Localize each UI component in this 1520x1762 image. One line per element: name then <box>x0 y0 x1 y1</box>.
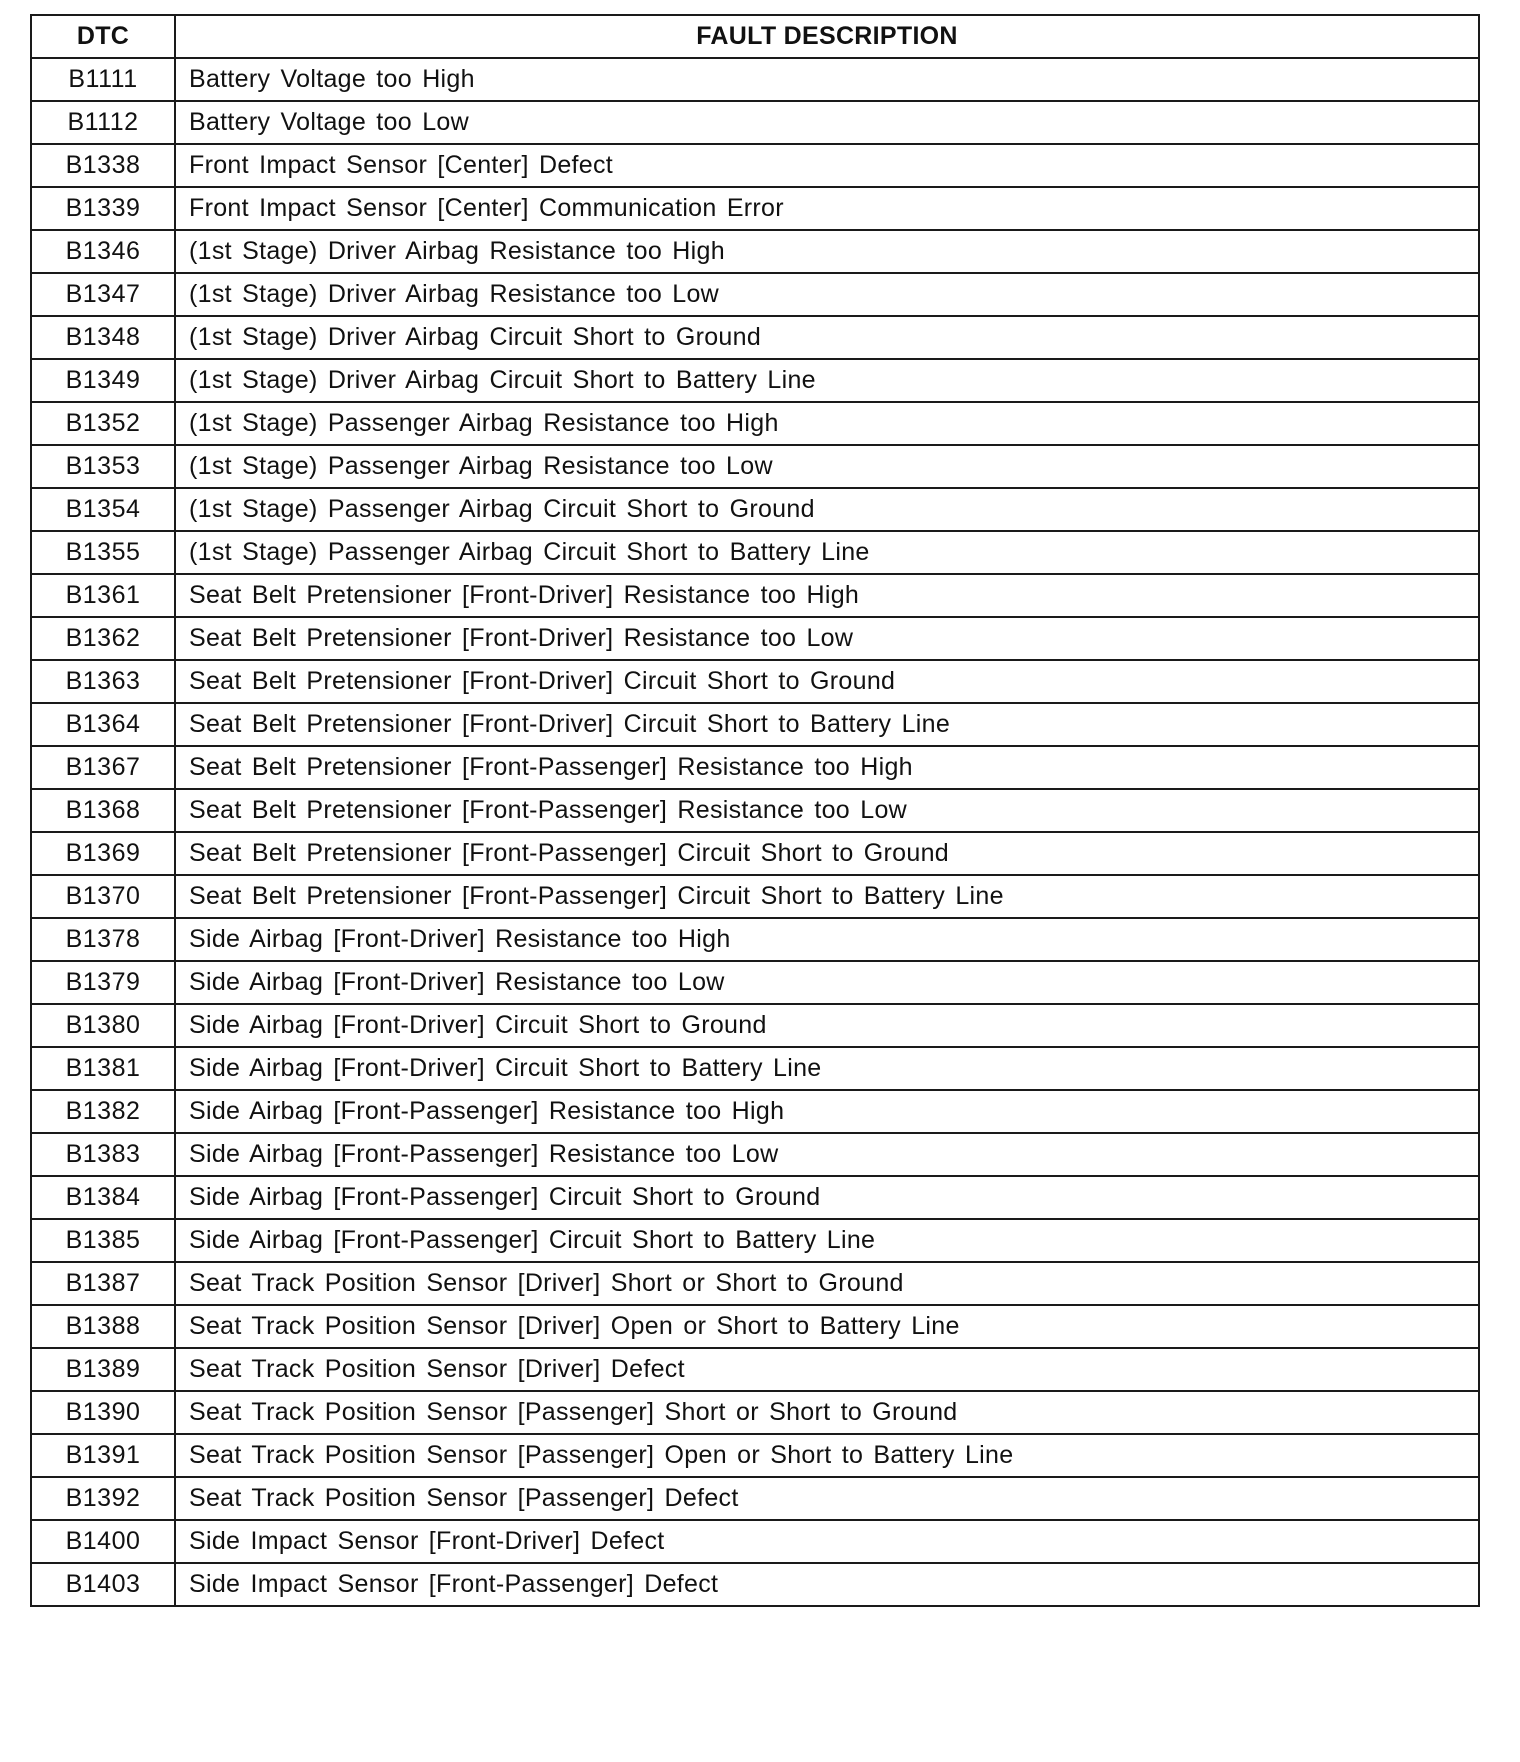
fault-description-cell: Side Impact Sensor [Front-Driver] Defect <box>175 1520 1479 1563</box>
table-row <box>31 660 1479 703</box>
dtc-table <box>30 14 1480 1607</box>
table-row <box>31 1133 1479 1176</box>
dtc-code-cell: B1112 <box>31 101 175 144</box>
fault-description-cell: Side Airbag [Front-Passenger] Circuit Short to Ground <box>175 1176 1479 1219</box>
fault-description-cell: (1st Stage) Driver Airbag Resistance too High <box>175 230 1479 273</box>
dtc-code-cell: B1381 <box>31 1047 175 1090</box>
dtc-code-cell: B1378 <box>31 918 175 961</box>
table-row <box>31 918 1479 961</box>
dtc-code-cell: B1347 <box>31 273 175 316</box>
dtc-code-cell: B1391 <box>31 1434 175 1477</box>
dtc-code-cell: B1346 <box>31 230 175 273</box>
fault-description-cell: (1st Stage) Driver Airbag Circuit Short to Battery Line <box>175 359 1479 402</box>
header-fault-description: FAULT DESCRIPTION <box>175 15 1479 58</box>
dtc-code-cell: B1403 <box>31 1563 175 1606</box>
dtc-code-cell: B1353 <box>31 445 175 488</box>
table-row <box>31 359 1479 402</box>
table-row <box>31 1176 1479 1219</box>
dtc-code-cell: B1385 <box>31 1219 175 1262</box>
table-row <box>31 1520 1479 1563</box>
dtc-code-cell: B1390 <box>31 1391 175 1434</box>
table-row <box>31 531 1479 574</box>
dtc-code-cell: B1111 <box>31 58 175 101</box>
fault-description-cell: Seat Belt Pretensioner [Front-Driver] Resistance too High <box>175 574 1479 617</box>
table-row <box>31 445 1479 488</box>
dtc-code-cell: B1384 <box>31 1176 175 1219</box>
table-row <box>31 316 1479 359</box>
dtc-code-cell: B1400 <box>31 1520 175 1563</box>
fault-description-cell: Seat Belt Pretensioner [Front-Driver] Resistance too Low <box>175 617 1479 660</box>
fault-description-cell: Front Impact Sensor [Center] Communication Error <box>175 187 1479 230</box>
table-row <box>31 273 1479 316</box>
table-row <box>31 574 1479 617</box>
fault-description-cell: Battery Voltage too High <box>175 58 1479 101</box>
fault-description-cell: Seat Track Position Sensor [Driver] Open or Short to Battery Line <box>175 1305 1479 1348</box>
dtc-code-cell: B1338 <box>31 144 175 187</box>
table-row <box>31 1004 1479 1047</box>
table-row <box>31 1047 1479 1090</box>
fault-description-cell: Seat Track Position Sensor [Passenger] Defect <box>175 1477 1479 1520</box>
fault-description-cell: (1st Stage) Driver Airbag Circuit Short to Ground <box>175 316 1479 359</box>
header-dtc: DTC <box>31 15 175 58</box>
header-row <box>31 15 1479 58</box>
fault-description-cell: Seat Track Position Sensor [Driver] Short or Short to Ground <box>175 1262 1479 1305</box>
fault-description-cell: Seat Belt Pretensioner [Front-Passenger] Resistance too Low <box>175 789 1479 832</box>
dtc-code-cell: B1361 <box>31 574 175 617</box>
table-row <box>31 617 1479 660</box>
fault-description-cell: Side Airbag [Front-Passenger] Resistance too High <box>175 1090 1479 1133</box>
table-row <box>31 144 1479 187</box>
dtc-code-cell: B1352 <box>31 402 175 445</box>
fault-description-cell: (1st Stage) Passenger Airbag Circuit Short to Battery Line <box>175 531 1479 574</box>
dtc-code-cell: B1364 <box>31 703 175 746</box>
table-row <box>31 58 1479 101</box>
table-row <box>31 1434 1479 1477</box>
table-row <box>31 961 1479 1004</box>
table-row <box>31 1305 1479 1348</box>
table-row <box>31 875 1479 918</box>
table-row <box>31 402 1479 445</box>
table-row <box>31 1219 1479 1262</box>
fault-description-cell: (1st Stage) Passenger Airbag Resistance too Low <box>175 445 1479 488</box>
fault-description-cell: (1st Stage) Passenger Airbag Resistance too High <box>175 402 1479 445</box>
fault-description-cell: Side Airbag [Front-Driver] Circuit Short to Battery Line <box>175 1047 1479 1090</box>
fault-description-cell: Side Airbag [Front-Driver] Circuit Short to Ground <box>175 1004 1479 1047</box>
dtc-code-cell: B1379 <box>31 961 175 1004</box>
fault-description-cell: Side Impact Sensor [Front-Passenger] Defect <box>175 1563 1479 1606</box>
table-row <box>31 746 1479 789</box>
fault-description-cell: Seat Track Position Sensor [Passenger] Short or Short to Ground <box>175 1391 1479 1434</box>
table-row <box>31 1262 1479 1305</box>
fault-description-cell: Seat Belt Pretensioner [Front-Driver] Circuit Short to Ground <box>175 660 1479 703</box>
dtc-code-cell: B1380 <box>31 1004 175 1047</box>
dtc-code-cell: B1368 <box>31 789 175 832</box>
table-row <box>31 1563 1479 1606</box>
fault-description-cell: Front Impact Sensor [Center] Defect <box>175 144 1479 187</box>
dtc-code-cell: B1354 <box>31 488 175 531</box>
fault-description-cell: Seat Belt Pretensioner [Front-Driver] Circuit Short to Battery Line <box>175 703 1479 746</box>
fault-description-cell: Side Airbag [Front-Driver] Resistance too High <box>175 918 1479 961</box>
dtc-code-cell: B1369 <box>31 832 175 875</box>
table-row <box>31 1391 1479 1434</box>
table-body <box>31 58 1479 1606</box>
dtc-code-cell: B1383 <box>31 1133 175 1176</box>
dtc-code-cell: B1392 <box>31 1477 175 1520</box>
dtc-code-cell: B1387 <box>31 1262 175 1305</box>
fault-description-cell: Side Airbag [Front-Passenger] Resistance too Low <box>175 1133 1479 1176</box>
table-row <box>31 101 1479 144</box>
table-row <box>31 488 1479 531</box>
table-row <box>31 187 1479 230</box>
fault-description-cell: Seat Belt Pretensioner [Front-Passenger] Circuit Short to Ground <box>175 832 1479 875</box>
fault-description-cell: Side Airbag [Front-Passenger] Circuit Short to Battery Line <box>175 1219 1479 1262</box>
fault-description-cell: Side Airbag [Front-Driver] Resistance too Low <box>175 961 1479 1004</box>
fault-description-cell: Seat Belt Pretensioner [Front-Passenger] Resistance too High <box>175 746 1479 789</box>
table-row <box>31 230 1479 273</box>
fault-description-cell: (1st Stage) Passenger Airbag Circuit Short to Ground <box>175 488 1479 531</box>
dtc-code-cell: B1348 <box>31 316 175 359</box>
fault-description-cell: Battery Voltage too Low <box>175 101 1479 144</box>
table-row <box>31 832 1479 875</box>
fault-description-cell: Seat Belt Pretensioner [Front-Passenger] Circuit Short to Battery Line <box>175 875 1479 918</box>
dtc-code-cell: B1370 <box>31 875 175 918</box>
dtc-code-cell: B1362 <box>31 617 175 660</box>
fault-description-cell: Seat Track Position Sensor [Driver] Defect <box>175 1348 1479 1391</box>
dtc-code-cell: B1355 <box>31 531 175 574</box>
dtc-code-cell: B1367 <box>31 746 175 789</box>
dtc-code-cell: B1363 <box>31 660 175 703</box>
table-row <box>31 789 1479 832</box>
table-header <box>31 15 1479 58</box>
dtc-code-cell: B1382 <box>31 1090 175 1133</box>
dtc-code-cell: B1389 <box>31 1348 175 1391</box>
dtc-code-cell: B1339 <box>31 187 175 230</box>
fault-description-cell: Seat Track Position Sensor [Passenger] Open or Short to Battery Line <box>175 1434 1479 1477</box>
dtc-code-cell: B1349 <box>31 359 175 402</box>
table-row <box>31 703 1479 746</box>
table-row <box>31 1477 1479 1520</box>
dtc-code-cell: B1388 <box>31 1305 175 1348</box>
table-row <box>31 1348 1479 1391</box>
fault-description-cell: (1st Stage) Driver Airbag Resistance too Low <box>175 273 1479 316</box>
table-row <box>31 1090 1479 1133</box>
